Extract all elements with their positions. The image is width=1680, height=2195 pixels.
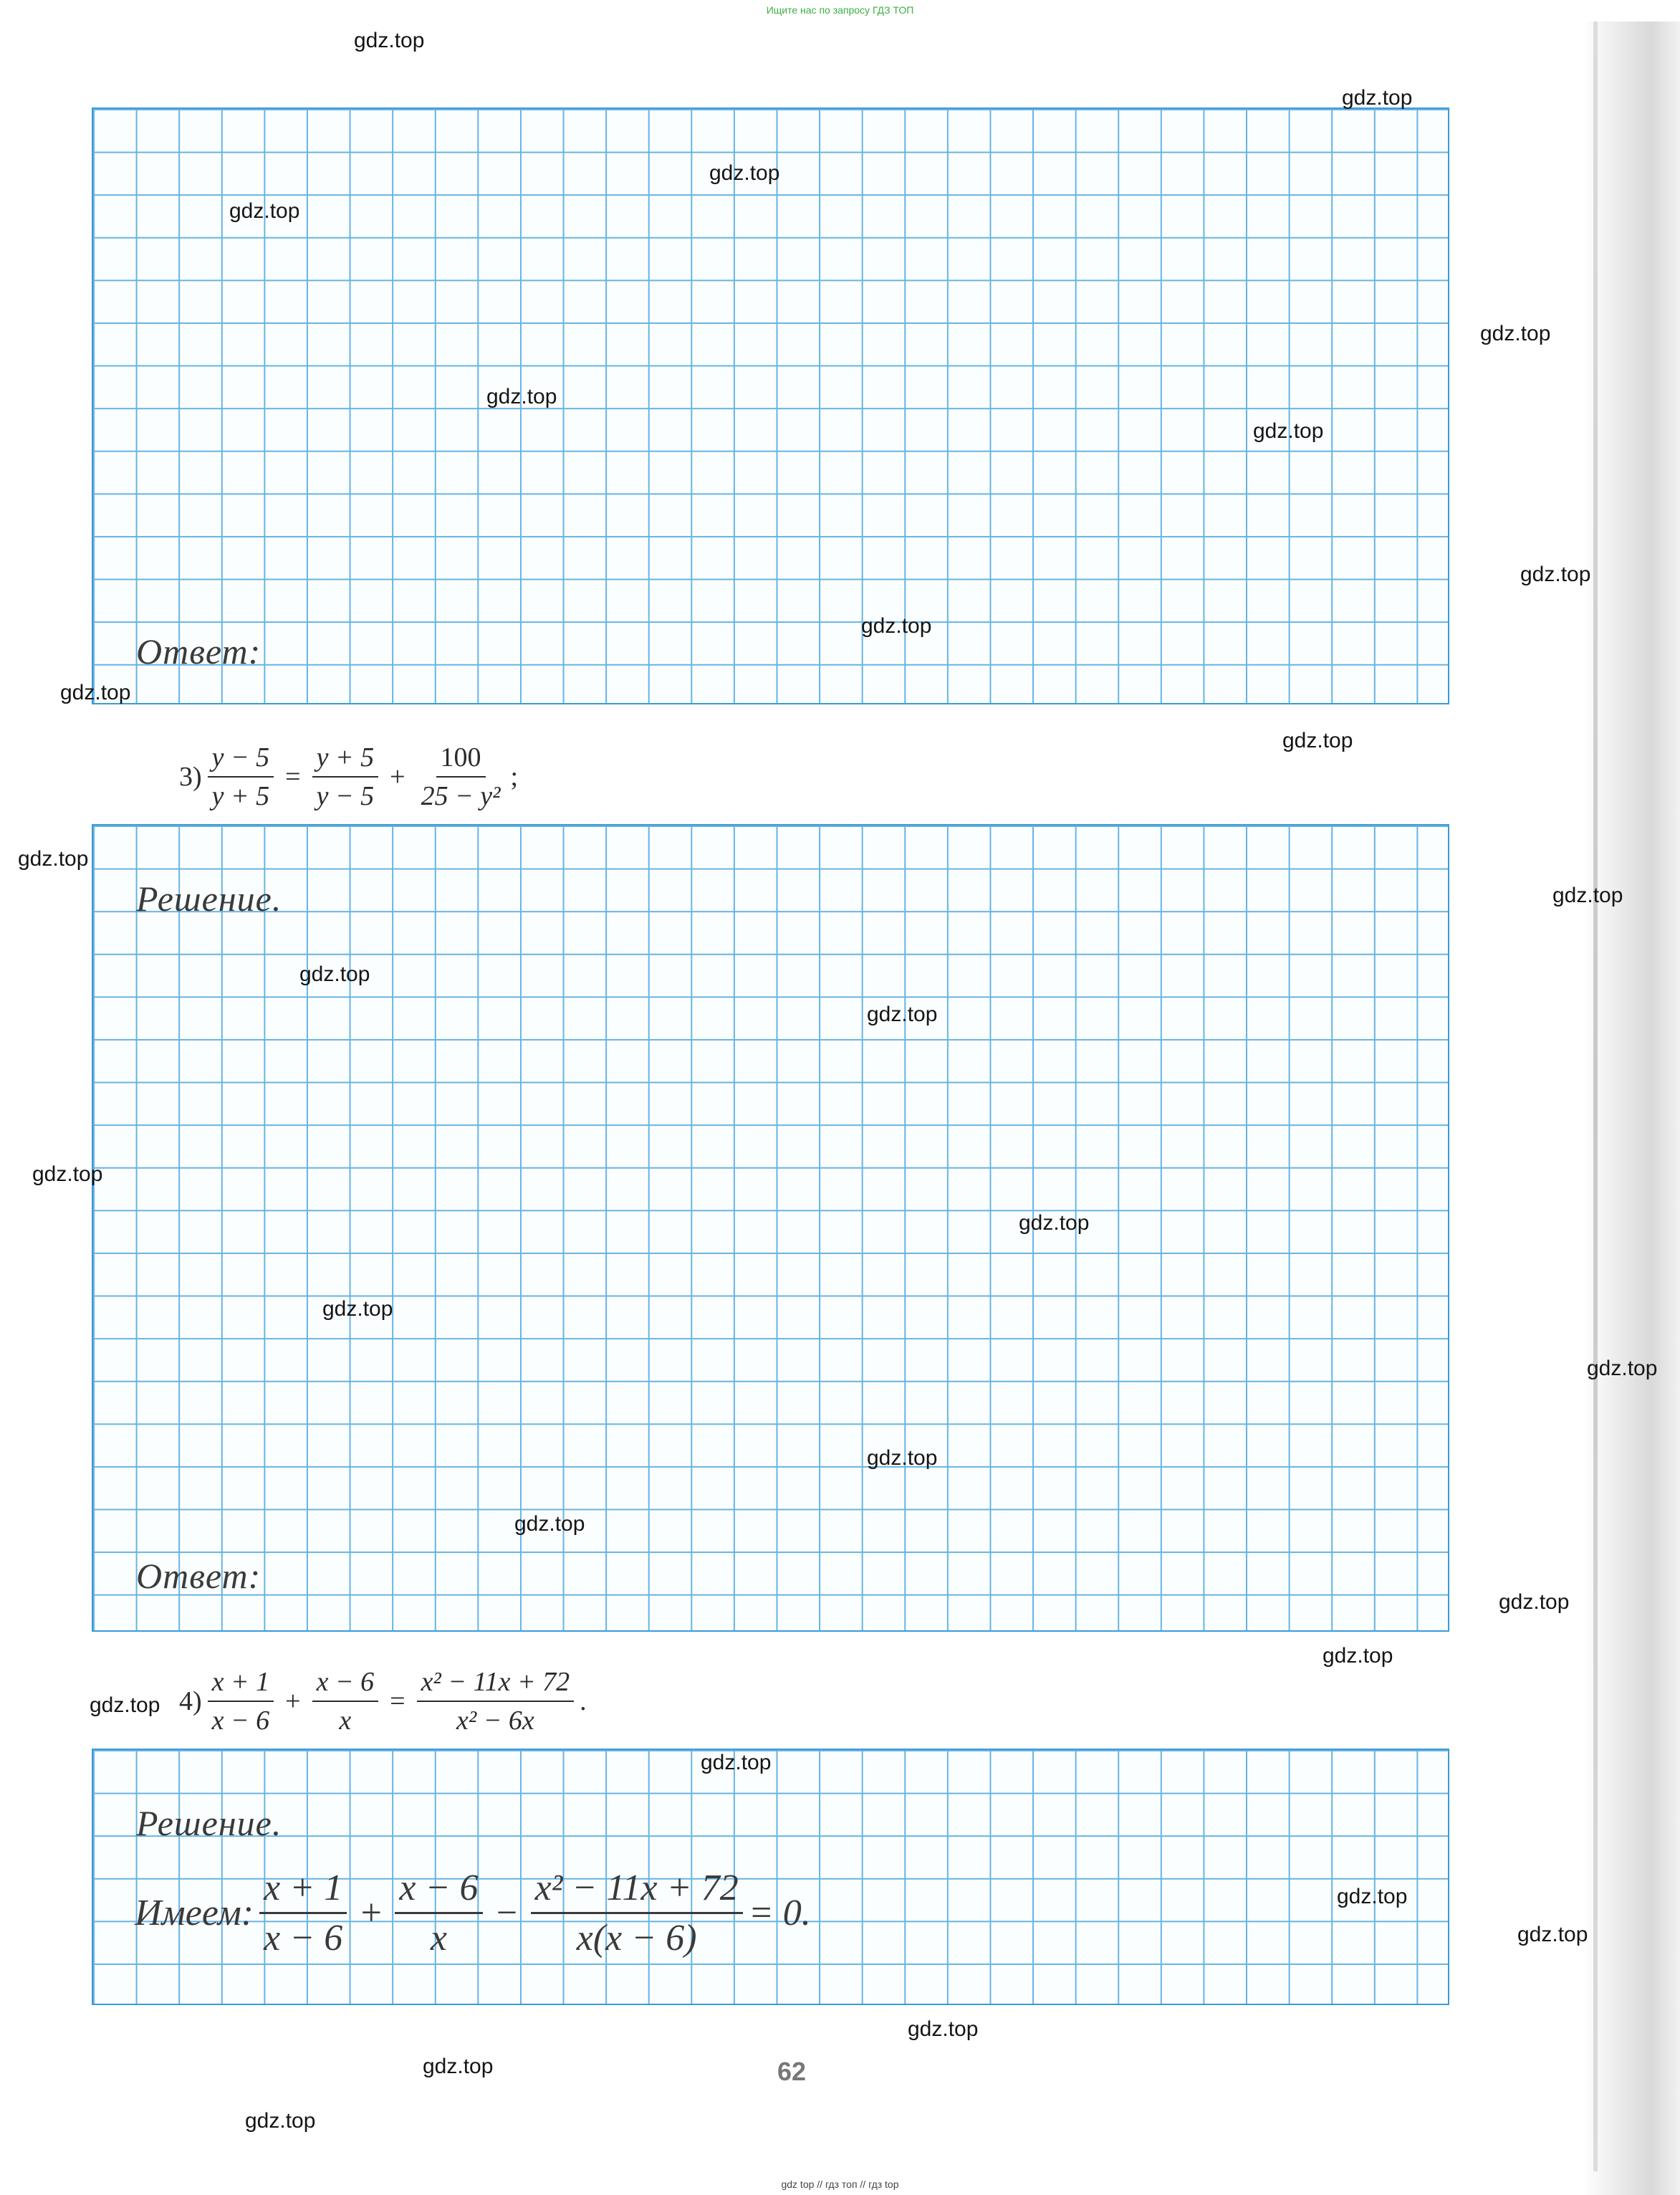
solution-label-3: Решение. [136,879,282,919]
solution-fraction-b: $\frac{x - 6}{x}$ [395,1867,482,1959]
watermark: gdz.top [229,199,300,223]
task-3-term2-fraction: $\frac{100}{\text{25 − y²}}$ [421,742,501,811]
solution-grid-3 [92,824,1449,1632]
watermark: gdz.top [1517,1923,1588,1946]
solution-fraction-c: $\frac{\text{x² − 11x + 72}}{x(x - 6)}$ [531,1867,743,1959]
have-label: Имеем: [135,1893,254,1933]
watermark: gdz.top [867,1003,938,1026]
watermark: gdz.top [1552,884,1623,907]
task-3-number: 3) [179,762,202,792]
watermark: gdz.top [32,1162,103,1186]
task-4-number: 4) [179,1686,202,1716]
page-binding-curve [1593,21,1598,2171]
watermark: gdz.top [90,1693,160,1717]
watermark: gdz.top [1337,1885,1408,1908]
answer-label-3: Ответ: [136,1556,261,1596]
watermark: gdz.top [867,1446,938,1470]
watermark: gdz.top [701,1751,772,1774]
top-banner: Ищите нас по запросу ГДЗ ТОП [766,4,914,16]
watermark: gdz.top [18,847,89,871]
watermark: gdz.top [709,161,780,185]
watermark: gdz.top [423,2055,494,2078]
watermark: gdz.top [861,614,932,638]
watermark: gdz.top [60,681,131,704]
task-4-fraction-a: $\frac{x + 1}{x - 6}$ [208,1666,274,1736]
watermark: gdz.top [322,1297,393,1321]
task-4-solution-line: Имеем: $\frac{x + 1}{x - 6}$ + $\frac{x - 6}{x}$ − $\frac{\text{x² − 11x + 72}}{x(x - 6)}$ = 0. [135,1868,811,1959]
watermark: gdz.top [1480,322,1551,345]
solution-fraction-a: $\frac{x + 1}{x - 6}$ [259,1867,347,1959]
task-4-equation: 4) $\frac{x + 1}{x - 6}$ + $\frac{x - 6}{x}$ = $\frac{\text{x² − 11x + 72}}{\text{x² − 6x}}$ . [179,1667,587,1736]
watermark: gdz.top [1520,563,1591,586]
task-3-lhs-fraction: $\frac{y - 5}{y + 5}$ [208,742,274,812]
bottom-banner: gdz top // гдз топ // гдз top [781,2179,899,2190]
watermark: gdz.top [1587,1357,1658,1380]
watermark: gdz.top [1282,729,1353,752]
task-4-fraction-c: $\frac{\text{x² − 11x + 72}}{\text{x² − 6x}}$ [417,1666,575,1736]
watermark: gdz.top [245,2109,316,2133]
watermark: gdz.top [1323,1644,1393,1668]
watermark: gdz.top [299,962,370,986]
watermark: gdz.top [1499,1590,1570,1614]
answer-label-1: Ответ: [136,631,261,671]
watermark: gdz.top [1253,419,1324,443]
answer-grid-1 [92,107,1449,704]
watermark: gdz.top [486,385,557,408]
watermark: gdz.top [1342,86,1413,110]
task-3-equation: 3) $\frac{y - 5}{y + 5}$ = $\frac{y + 5}{y - 5}$ + $\frac{100}{\text{25 − y²}}$ ; [179,742,519,811]
task-3-term1-fraction: $\frac{y + 5}{y - 5}$ [312,742,379,812]
solution-label-4: Решение. [136,1803,282,1843]
task-4-fraction-b: $\frac{x - 6}{x}$ [312,1666,379,1736]
page-edge-shadow [1583,21,1680,2195]
watermark: gdz.top [354,29,425,52]
watermark: gdz.top [514,1512,585,1536]
watermark: gdz.top [1019,1211,1090,1235]
watermark: gdz.top [908,2017,979,2041]
page-number: 62 [777,2057,807,2086]
